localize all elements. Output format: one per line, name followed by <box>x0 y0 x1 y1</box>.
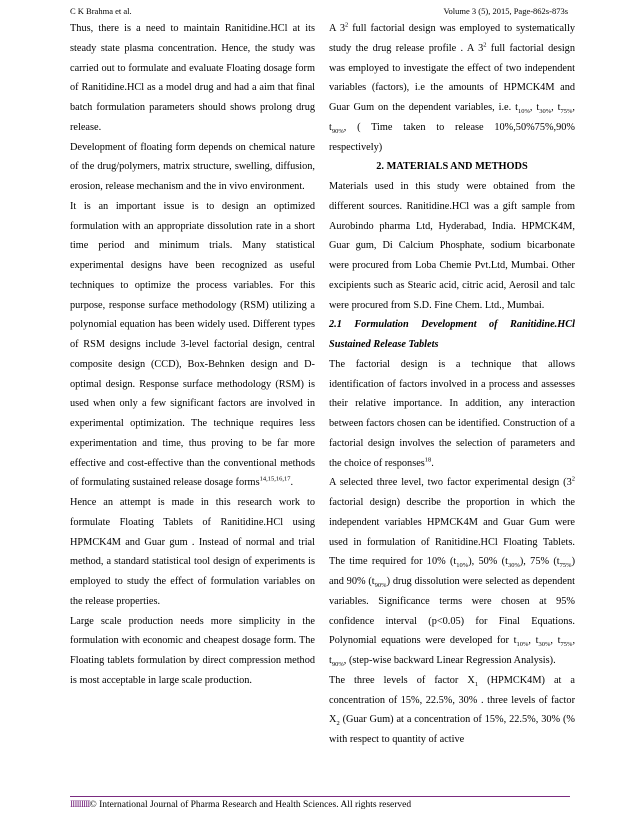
subsection-heading: 2.1 Formulation Development of Ranitidine.HCl Sustained Release Tablets <box>329 319 575 350</box>
footer-divider <box>70 796 570 797</box>
paragraph: The three levels of factor $X_1$ (HPMCK4M) at a concentration of 15%, 22.5%, 30% . three levels of factor $X_2$ (Guar Gum) at a concentration of 15%, 22.5%, 30% (% with respect to quantity of active <box>329 674 576 745</box>
citation: 18 <box>424 456 432 464</box>
right-column <box>329 19 575 750</box>
running-header-author: C K Brahma et al. <box>70 6 132 16</box>
footer-copyright: © International Journal of Pharma Research and Health Sciences. All rights reserved <box>89 800 412 810</box>
paragraph: Hence an attempt is made in this research work to formulate Floating Tablets of Ranitidine.HCl using HPMCK4M and Guar gum . Instead of normal and trial method, a standard statistical tool design of experiments is employed to study the effect of formulation variables on the release properties. <box>70 497 315 607</box>
section-heading: 2. MATERIALS AND METHODS <box>376 161 528 173</box>
footer-bars: IIIIIIIII <box>70 800 90 810</box>
running-header-volume: Volume 3 (5), 2015, Page-862s-873s <box>443 6 568 16</box>
footer <box>70 800 411 810</box>
paragraph: A $3^2$ full factorial design was employed to systematically study the drug release profile . A $3^2$ full factorial design was employed to investigate the effect of two independent variables (factors), i.e the amounts of HPMCK4M and Guar Gum on the dependent variables, i.e. $t_{10\%}$, $t_{30\%}$, $t_{75\%}$, $t_{90\%}$, ( Time taken to release 10%,50%75%,90% respectively) <box>329 21 575 153</box>
left-column <box>70 19 315 691</box>
paragraph: Materials used in this study were obtained from the different sources. Ranitidine.HCl was a gift sample from Aurobindo pharma Ltd, Hyderabad, India. HPMCK4M, Guar gum, Di Calcium Phosphate, sodium bicarbonate were procured from Loba Chemie Pvt.Ltd, Mumbai. Other excipients such as Stearic acid, citric acid, Aerosil and talc were procured from S.D. Fine Chem. Ltd., Mumbai. <box>329 181 575 311</box>
citation: 14,15,16,17 <box>259 475 291 483</box>
paragraph: Thus, there is a need to maintain Ranitidine.HCl at its steady state plasma concentration. Hence, the study was carried out to formulate and evaluate Floating dosage form of Ranitidine.HCl as a model drug and had a aim that final batch formulation parameters should shows prolong drug release. <box>70 23 315 133</box>
paragraph: Development of floating form depends on chemical nature of the drug/polymers, matrix structure, swelling, diffusion, erosion, release mechanism and the in vivo environment. <box>70 141 315 192</box>
paragraph: Large scale production needs more simplicity in the formulation with economic and cheapest dosage form. The Floating tablets formulation by direct compression method is most acceptable in large scale production. <box>70 615 315 686</box>
paragraph: It is an important issue is to design an optimized formulation with an appropriate dissolution rate in a short time period and minimum trials. Many statistical experimental designs have been recognized as useful techniques to optimize the process variables. For this purpose, response surface methodology (RSM) utilizing a polynomial equation has been widely used. Different types of RSM designs include 3-level factorial design, central composite design (CCD), Box-Behnken design and D-optimal design. Response surface methodology (RSM) is used when only a few significant factors are involved in experimental optimization. The technique requires less experimentation and time, thus proving to be far more effective and cost-effective than the conventional methods of formulating sustained release dosage forms$^{14,15,16,17}$. <box>70 200 315 489</box>
paragraph: A selected three level, two factor experimental design ($3^2$ factorial design) describe the proportion in which the independent variables HPMCK4M and Guar Gum were used in formulation of Ranitidine.HCl Floating Tablets. The time required for 10% $(t_{10\%})$, 50% $(t_{30\%})$, 75% $(t_{75\%})$ and 90% $(t_{90\%})$ drug dissolution were selected as dependent variables. Significance terms were chosen at 95% confidence interval (p<0.05) for Final Equations. Polynomial equations were developed for $t_{10\%}$, $t_{30\%}$, $t_{75\%}$, $t_{90\%}$, (step-wise backward Linear Regression Analysis). <box>329 475 576 669</box>
paragraph: The factorial design is a technique that allows identification of factors involved in a process and assesses their relative importance. In addition, any interaction between factors chosen can be identified. Construction of a factorial design involves the selection of parameters and the choice of responses$^{18}$. <box>329 358 575 469</box>
